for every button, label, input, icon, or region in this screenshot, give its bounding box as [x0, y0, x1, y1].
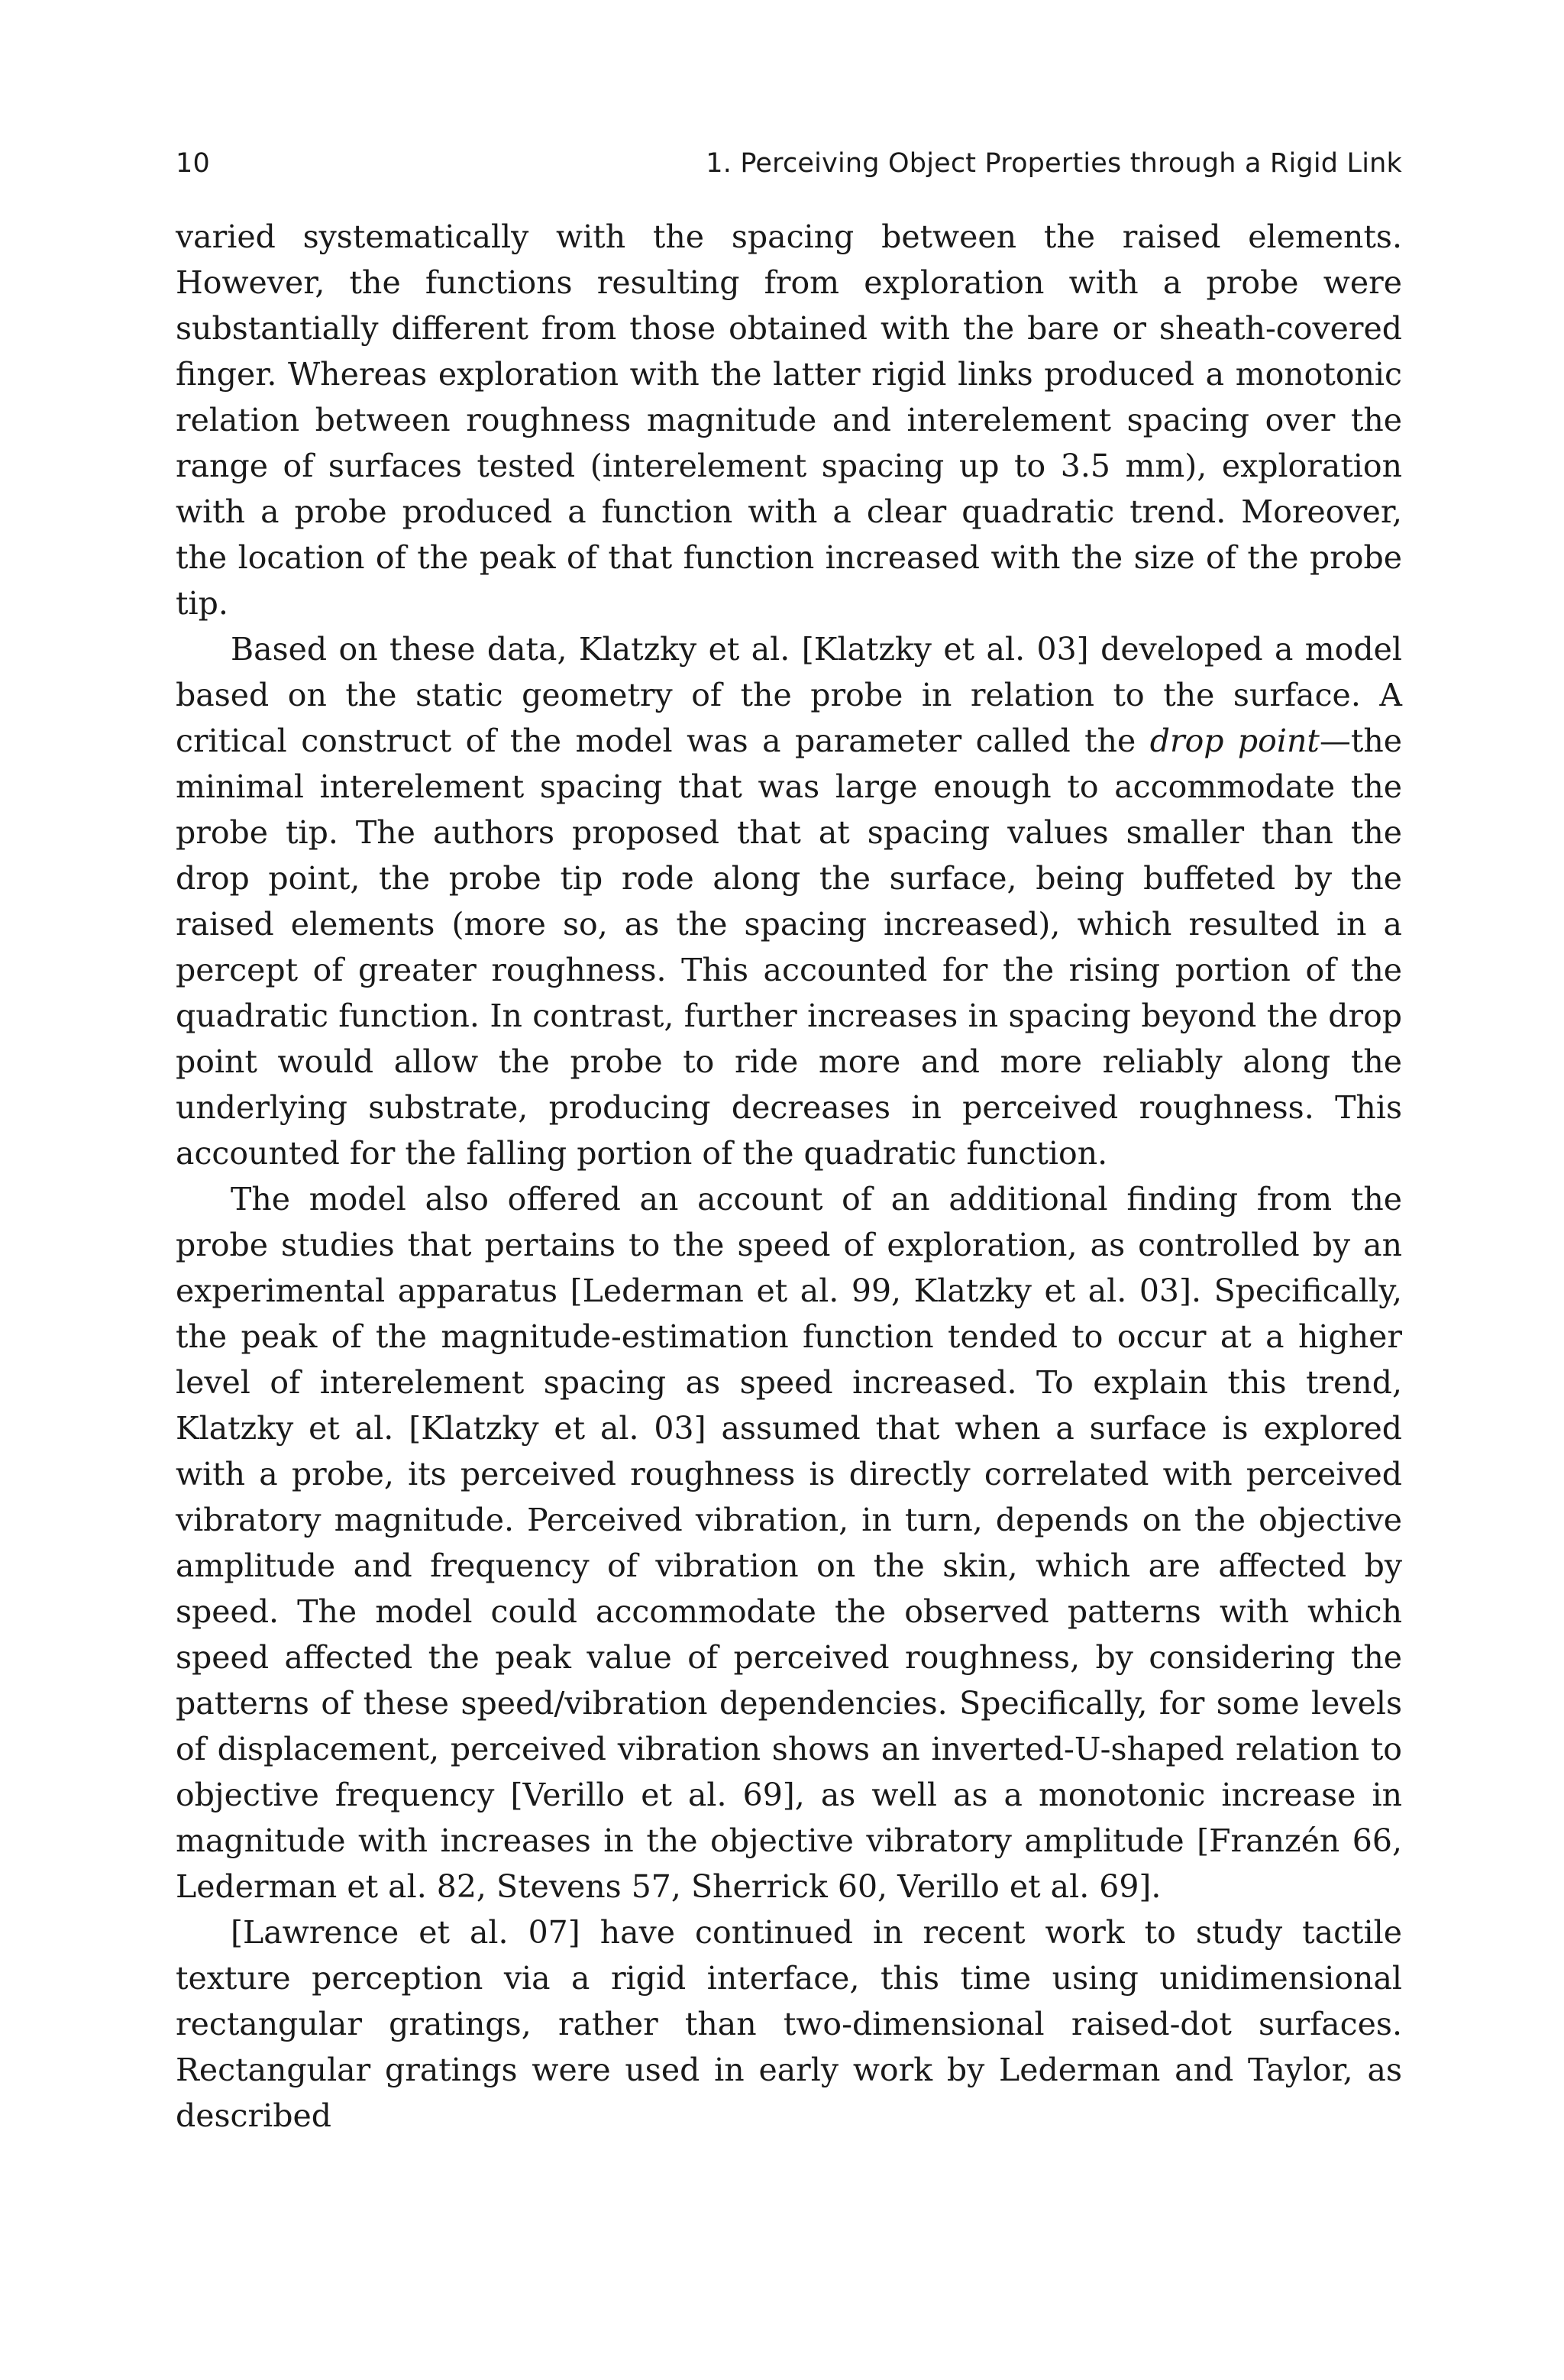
paragraph-2 — [176, 626, 1402, 1176]
page-number: 10 — [176, 148, 210, 179]
paragraph-1: varied systematically with the spacing between the raised elements. However, the functions resulting from exploration with a probe were substantially different from those obtained with the bare or sheath-covered finger. Whereas exploration with the latter rigid links produced a monotonic relation between roughness magnitude and interelement spacing over the range of surfaces tested (interelement spacing up to 3.5 mm), exploration with a probe produced a function with a clear quadratic trend. Moreover, the location of the peak of that function increased with the size of the probe tip. — [176, 218, 1402, 622]
paragraph-2-text-before: Based on these data, Klatzky et al. [Klatzky et al. 03] developed a model based on the static geometry of the probe in relation to the surface. A critical construct of the model was a parameter called the — [176, 631, 1402, 759]
page — [176, 145, 1402, 2139]
running-head — [176, 145, 1402, 182]
paragraph-2-text-after: —the minimal interelement spacing that was large enough to accommodate the probe tip. The authors proposed that at spacing values smaller than the drop point, the probe tip rode along the surface, being buffeted by the raised elements (more so, as the spacing increased), which resulted in a percept of greater roughness. This accounted for the rising portion of the quadratic function. In contrast, further increases in spacing beyond the drop point would allow the probe to ride more and more reliably along the underlying substrate, producing decreases in perceived roughness. This accounted for the falling portion of the quadratic function. — [176, 723, 1402, 1172]
running-title: 1. Perceiving Object Properties through a Rigid Link — [706, 148, 1402, 179]
paragraph-4: [Lawrence et al. 07] have continued in recent work to study tactile texture perception via a rigid interface, this time using unidimensional rectangular gratings, rather than two-dimensional raised-dot surfaces. Rectangular gratings were used in early work by Lederman and Taylor, as described — [176, 1914, 1402, 2134]
body-text — [176, 214, 1402, 2139]
drop-point-term: drop point — [1149, 723, 1320, 759]
paragraph-3: The model also offered an account of an additional finding from the probe studies that pertains to the speed of exploration, as controlled by an experimental apparatus [Lederman et al. 99, Klatzky et al. 03]. Specifically, the peak of the magnitude-estimation function tended to occur at a higher level of interelement spacing as speed increased. To explain this trend, Klatzky et al. [Klatzky et al. 03] assumed that when a surface is explored with a probe, its perceived roughness is directly correlated with perceived vibratory magnitude. Perceived vibration, in turn, depends on the objective amplitude and frequency of vibration on the skin, which are affected by speed. The model could accommodate the observed patterns with which speed affected the peak value of perceived roughness, by considering the patterns of these speed/vibration dependencies. Specifically, for some levels of displacement, perceived vibration shows an inverted-U-shaped relation to objective frequency [Verillo et al. 69], as well as a monotonic increase in magnitude with increases in the objective vibratory amplitude [Franzén 66, Lederman et al. 82, Stevens 57, Sherrick 60, Verillo et al. 69]. — [176, 1181, 1402, 1905]
